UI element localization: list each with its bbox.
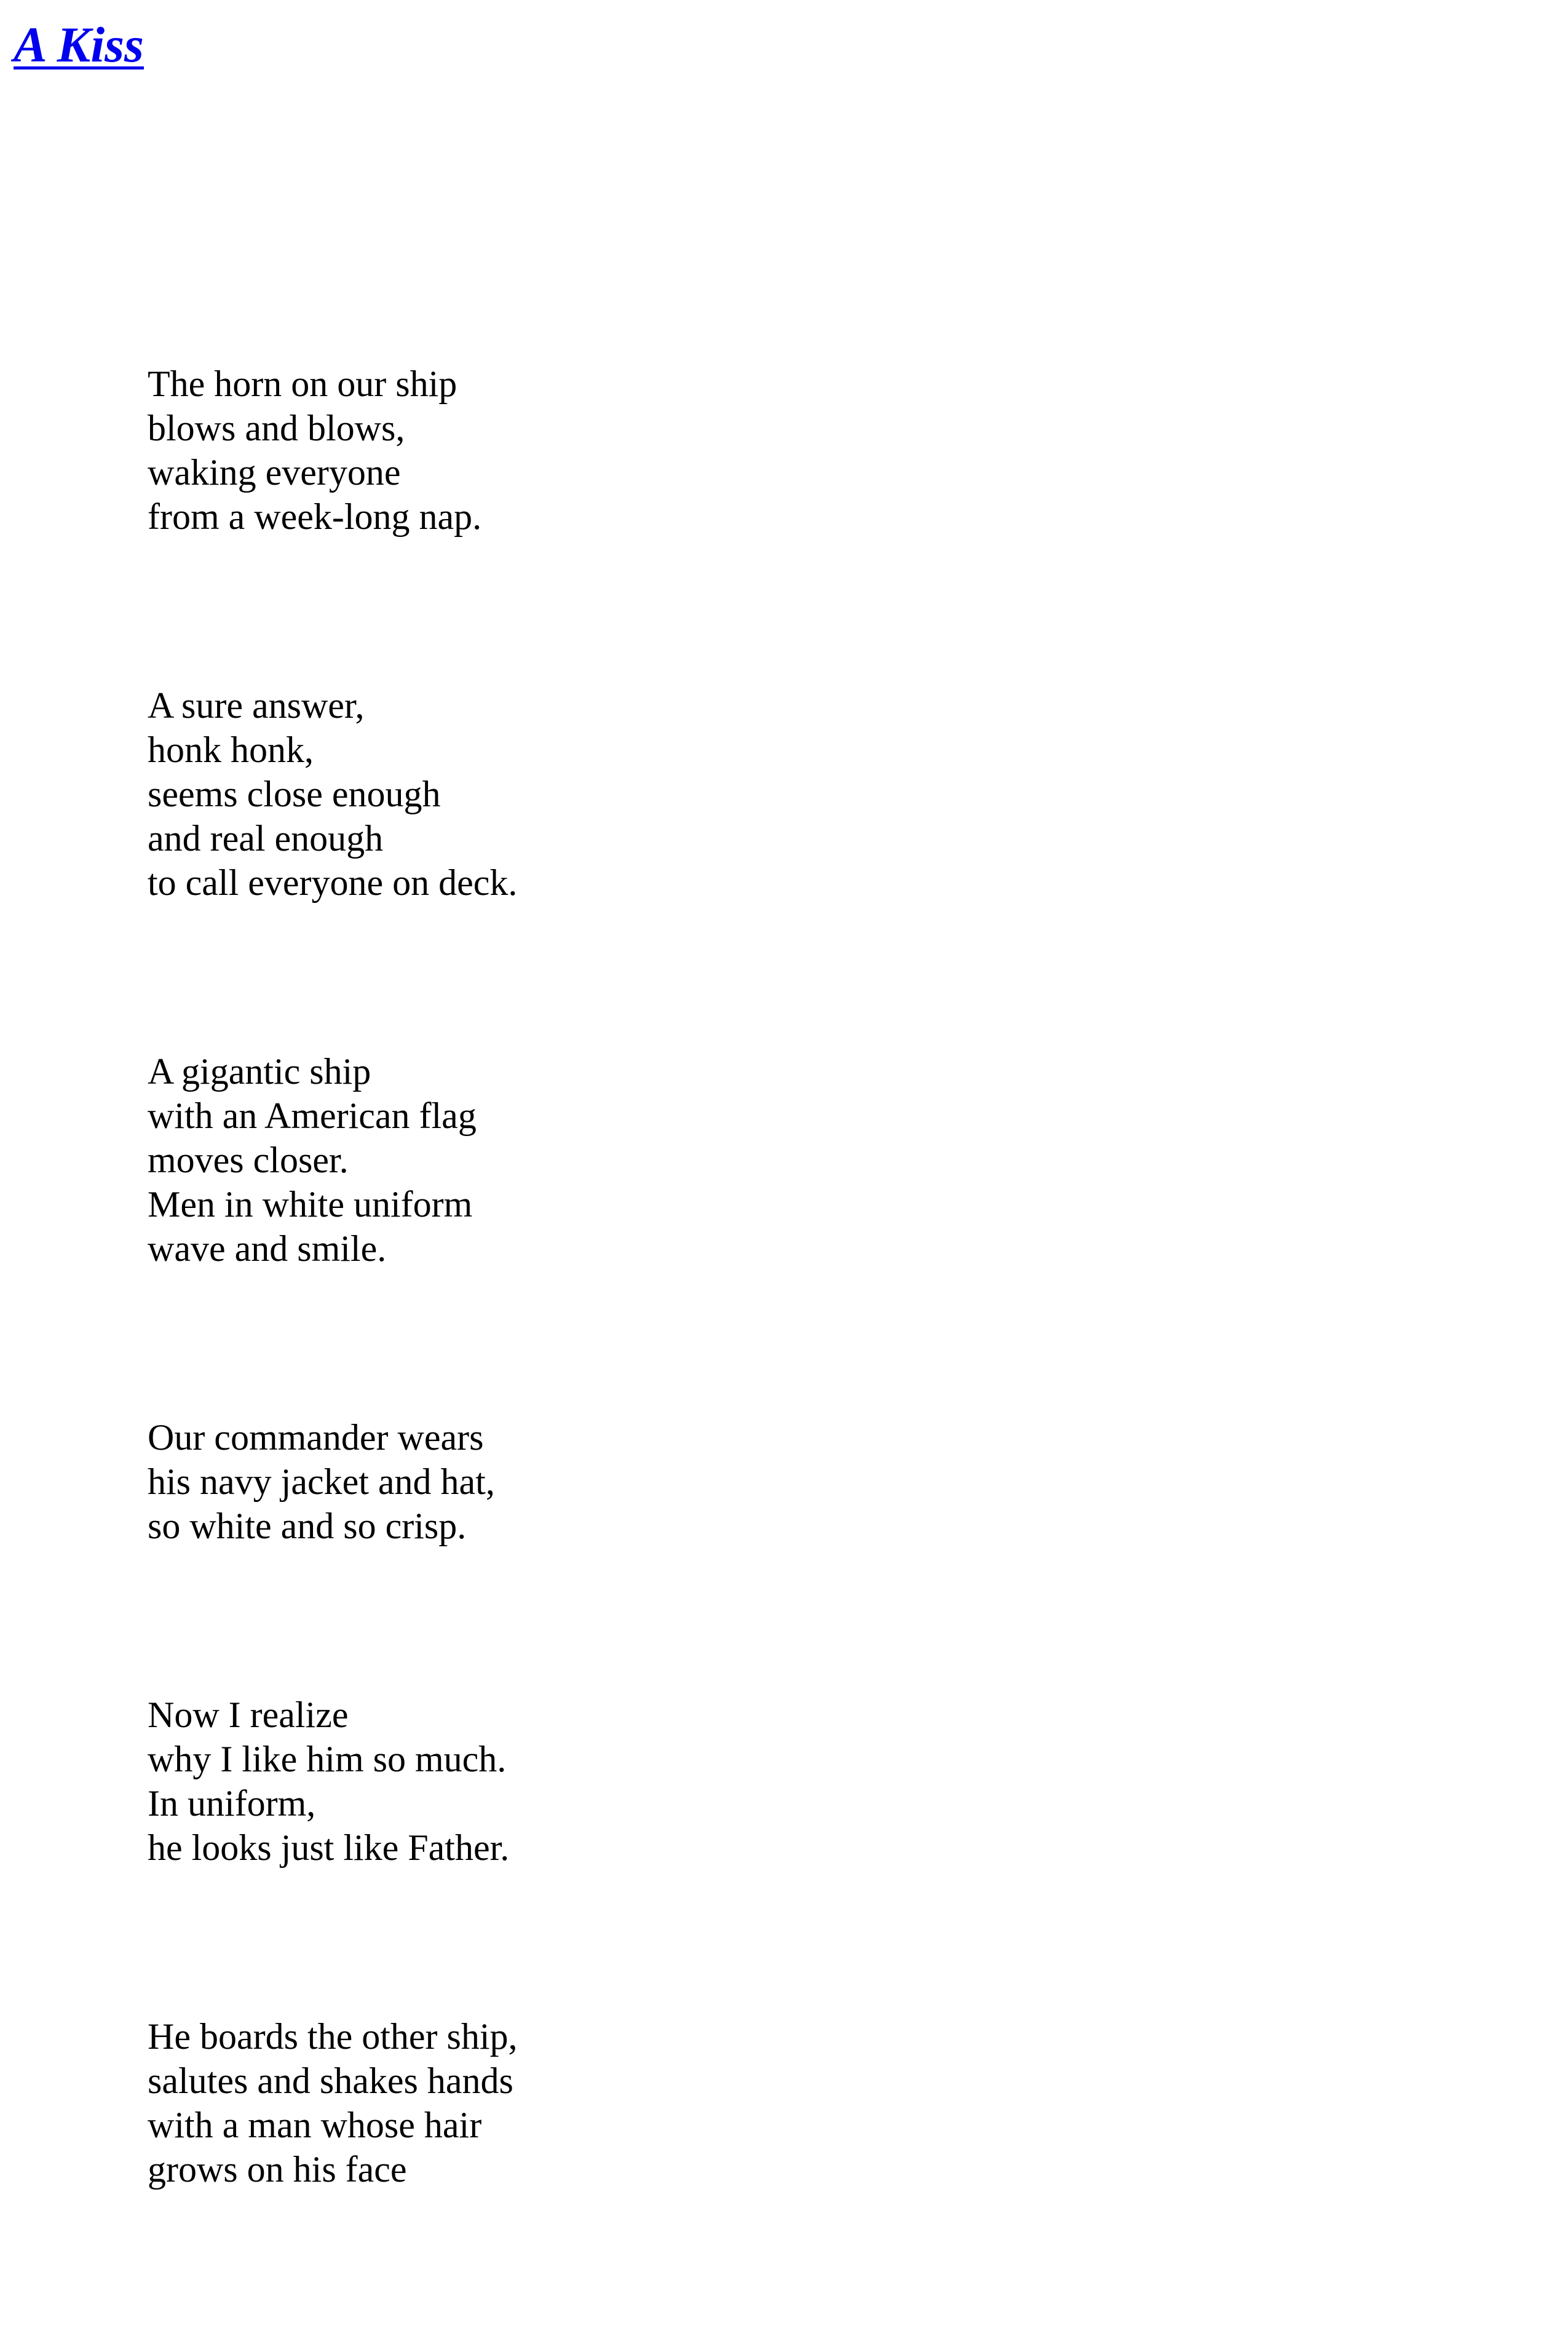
poem-title-link[interactable]: A Kiss	[14, 17, 144, 73]
poem-line: Now I realize	[148, 1694, 349, 1735]
poem-line: his navy jacket and hat,	[148, 1461, 495, 1502]
poem-line: salutes and shakes hands	[148, 2060, 513, 2101]
stanza-2	[148, 683, 1008, 905]
poem-line: so white and so crisp.	[148, 1506, 467, 1546]
poem-line: In uniform,	[148, 1783, 316, 1824]
poem-line: with an American flag	[148, 1095, 477, 1136]
poem-line: moves closer.	[148, 1140, 349, 1180]
stanza-5	[148, 1693, 1008, 1870]
poem-line: The horn on our ship	[148, 364, 457, 404]
stanza-1	[148, 362, 1008, 539]
poem-line: Men in white uniform	[148, 1184, 473, 1225]
poem-line: Our commander wears	[148, 1417, 484, 1458]
poem-line: seems close enough	[148, 774, 441, 814]
poem-line: with a man whose hair	[148, 2105, 482, 2145]
poem-line: A sure answer,	[148, 685, 365, 726]
poem-line: why I like him so much.	[148, 1739, 507, 1779]
poem-line: A gigantic ship	[148, 1051, 371, 1092]
stanza-3	[148, 1049, 1008, 1271]
poem-line: wave and smile.	[148, 1228, 387, 1269]
poem-line: from a week-long nap.	[148, 496, 482, 537]
poem-line: honk honk,	[148, 729, 314, 770]
poem-line: grows on his face	[148, 2149, 407, 2190]
stanza-4	[148, 1415, 1008, 1548]
poem-line: waking everyone	[148, 452, 401, 493]
poem-line: and real enough	[148, 818, 384, 859]
poem-line: blows and blows,	[148, 408, 405, 448]
poem-line: He boards the other ship,	[148, 2016, 518, 2057]
poem-line: to call everyone on deck.	[148, 862, 518, 903]
poem-body	[148, 362, 1008, 2336]
stanza-6	[148, 2014, 1008, 2191]
poem-line: he looks just like Father.	[148, 1827, 510, 1868]
